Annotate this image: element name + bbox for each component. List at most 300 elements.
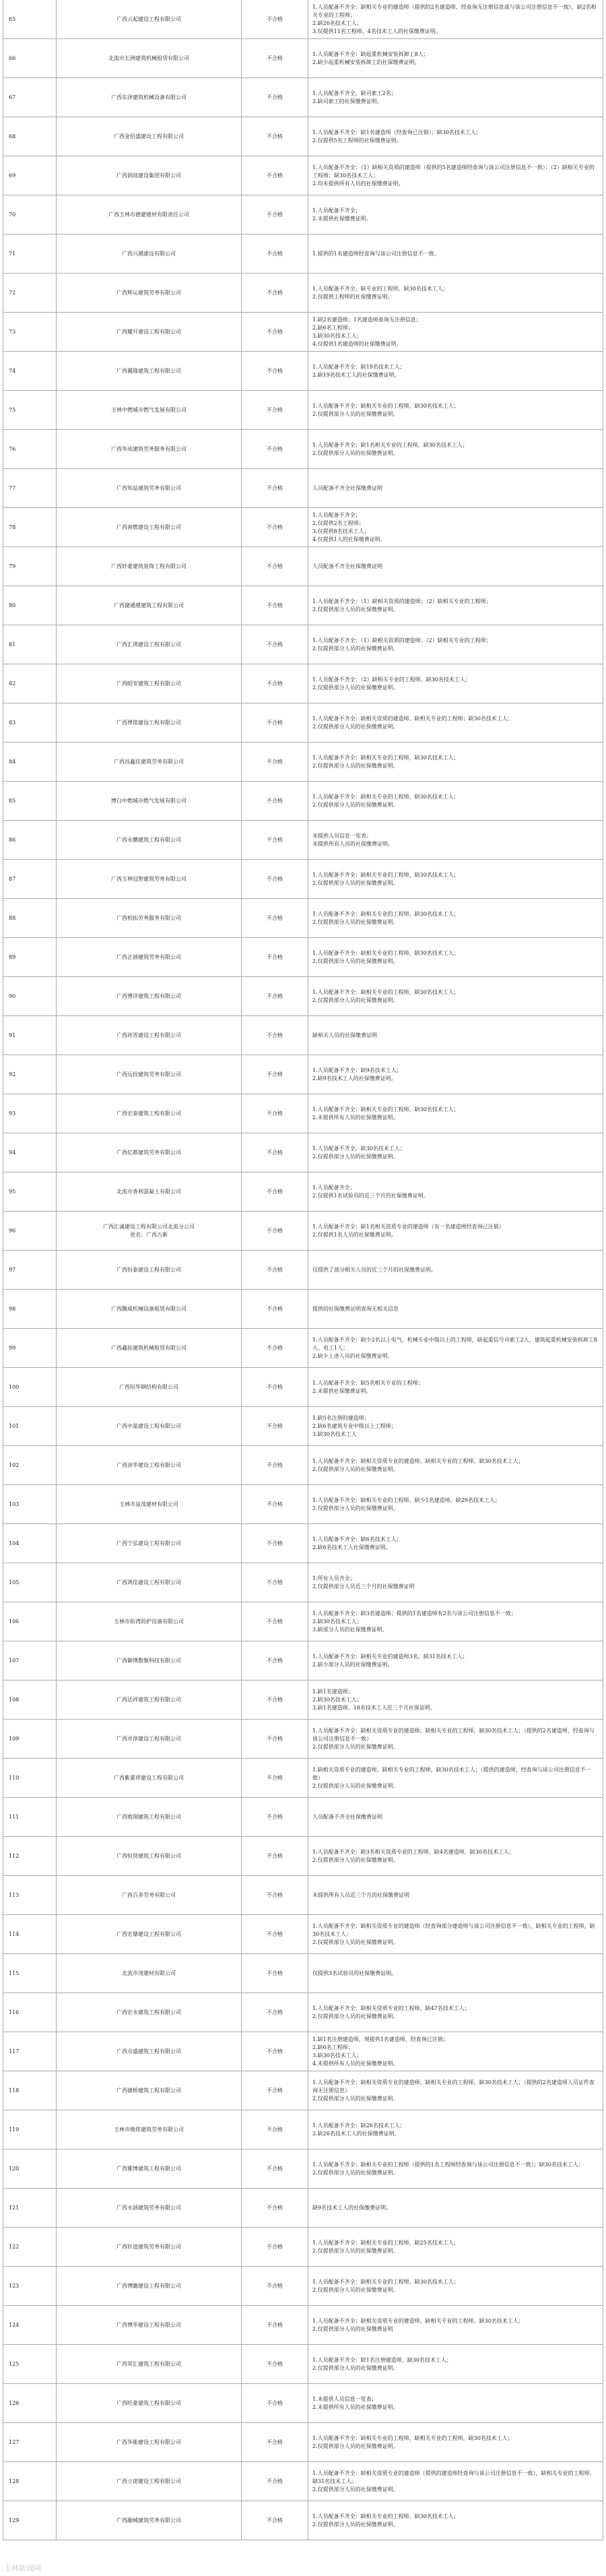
company-name: 广西昌鑫佳建筑劳务有限公司 — [57, 743, 242, 781]
reason-text: 1.人员配备不齐全：缺相关专业的工程师，缺25名技术工人； 2.仅提供部分人员的社保缴费证明。 — [308, 2228, 603, 2266]
row-number: 104 — [3, 1524, 57, 1563]
company-name: 广西立诺建设工程有限公司 — [57, 2462, 242, 2501]
table-row — [3, 234, 603, 274]
row-number: 76 — [3, 430, 57, 468]
company-name: 广西亿都建筑劳务有限公司 — [57, 1133, 242, 1172]
row-number: 92 — [3, 1055, 57, 1094]
result-status: 不合格 — [242, 2110, 308, 2149]
table-row — [3, 2423, 603, 2462]
company-name: 广西捷桥建筑工程有限公司 — [57, 2071, 242, 2110]
result-status: 不合格 — [242, 703, 308, 742]
company-name: 广西恒泰建设工程有限公司 — [57, 1251, 242, 1289]
reason-text: 1.人员配备不齐全：缺相关资质的建造师、缺相关专业的工程师；缺30名技术工人； 2.仅提供部分人员的社保缴费证明。 — [308, 703, 603, 742]
row-number: 117 — [3, 2032, 57, 2071]
company-name: 广西宁弘建设工程有限公司 — [57, 1524, 242, 1563]
company-name: 广西金佰盛建设工程有限公司 — [57, 117, 242, 156]
reason-text: 1.人员配备不齐全：缺相关专业的工程师，缺30名技术工人； 2.仅提供部分人员的社保缴费证明。 — [308, 899, 603, 937]
company-name: 广西恒贤建筑工程有限公司 — [57, 1837, 242, 1875]
table-row — [3, 352, 603, 391]
reason-text: 1.缺1名建造师； 2.缺30名技术工人； 3.缺1名建造师、18名技术工人近三个月社保证明。 — [308, 1680, 603, 1719]
company-name: 广西恒华钢结构有限公司 — [57, 1368, 242, 1406]
reason-text: 1.人员配备不齐全：缺相关专业的建造师（提供的2名建造师，经查询无注册信息或与该公司注册信息不一致），缺2名相关专业的工程师； 2.缺26名技术工人； 3.仅提供11名工程师、4名技术工人的社保缴费证明。 — [308, 0, 603, 38]
row-number: 69 — [3, 156, 57, 195]
result-status: 不合格 — [242, 625, 308, 664]
result-status: 不合格 — [242, 1680, 308, 1719]
reason-text: 1.人员配备不齐全：缺相关专业的工程师，缺相关专业的工程师，缺30名技术工人； 2.仅提供部分人员的社保缴费证明。 — [308, 2423, 603, 2461]
company-name: 广西云起建设工程有限公司 — [57, 0, 242, 38]
table-row — [3, 1133, 603, 1172]
result-status: 不合格 — [242, 1446, 308, 1484]
result-status: 不合格 — [242, 977, 308, 1015]
table-row — [3, 1759, 603, 1798]
result-status: 不合格 — [242, 1915, 308, 1953]
reason-text: 1.人员配备不齐全； 2.仅提供2名工程师； 3.仅提供8名技术工人； 4.仅提供1人的社保缴费证明。 — [308, 508, 603, 546]
table-row — [3, 117, 603, 156]
result-status: 不合格 — [242, 1329, 308, 1367]
result-status: 不合格 — [242, 1798, 308, 1836]
result-status: 不合格 — [242, 1954, 308, 1992]
row-number: 80 — [3, 586, 57, 625]
reason-text: 1.人员配备不齐全：缺相关专业的工程师，缺30名技术工人； 2.仅提供部分人员的社保缴费证明。 — [308, 2501, 603, 2540]
reason-text: 1.未提供人员信息一览表； 2.未提供所有人员的社保缴费证明。 — [308, 2384, 603, 2422]
reason-text: 1.人员配备不齐全：缺相关资质专业的建造师、缺相关专业的工程师，缺30名技术工人；（提供的2名建造师，经查询与该公司注册信息不一致） 2.仅提供部分人员的社保缴费证明。 — [308, 1720, 603, 1758]
row-number: 107 — [3, 1641, 57, 1680]
reason-text: 1.人员配备齐全； 2.仅提供1名试验员的近三个月的社保缴费证明。 — [308, 1172, 603, 1211]
company-name: 北流市茂建材有限公司 — [57, 1954, 242, 1992]
reason-text: 1.人员配备不齐全：缺1名相关资质专业的建造师（有一名建造师经查询已注销） 2.仅提供1名人员的社保缴费证明。 — [308, 1212, 603, 1250]
result-status: 不合格 — [242, 1993, 308, 2032]
table-row — [3, 1720, 603, 1759]
table-row — [3, 1954, 603, 1993]
reason-text: 1.人员配备不齐全：缺相关专业的工程师，缺30名技术工人； 2.仅提供部分人员的社保缴费证明。 — [308, 743, 603, 781]
reason-text: 1.人员配备不齐全：缺1名注册建造师，缺30名技术工人； 2.仅提供部分人员的社保缴费证明。 — [308, 2345, 603, 2383]
company-name: 广西昭安建筑工程有限公司 — [57, 664, 242, 703]
row-number: 124 — [3, 2306, 57, 2344]
reason-text: 1.人员配备不齐全：缺起重机械安装拆卸工8人； 2.缺少起重机械安装拆卸工的社保缴费证明。 — [308, 39, 603, 77]
table-row — [3, 1055, 603, 1094]
company-name: 广西博华建设工程有限公司 — [57, 2306, 242, 2344]
company-name: 广西柏拓劳务服务有限公司 — [57, 899, 242, 937]
result-status: 不合格 — [242, 1563, 308, 1602]
row-number: 90 — [3, 977, 57, 1015]
reason-text: 仅提供了部分相关人员的近三个月的社保缴费证明。 — [308, 1251, 603, 1289]
company-name: 玉林中燃城市燃气发展有限公司 — [57, 391, 242, 429]
row-number: 70 — [3, 195, 57, 234]
row-number: 78 — [3, 508, 57, 546]
table-row — [3, 1876, 603, 1915]
reason-text: 1.缺1名注册建造师，现提供1名建造师，经查询已注销； 2.缺6名工程师； 3.缺30名技术工人； 4.未提供所有人员的社保缴费证明。 — [308, 2032, 603, 2071]
result-status: 不合格 — [242, 743, 308, 781]
table-row — [3, 274, 603, 313]
table-row — [3, 39, 603, 78]
reason-text: 1.人员配备不齐全； 2.未提供社保缴费证明。 — [308, 195, 603, 234]
table-row — [3, 78, 603, 117]
table-row — [3, 1915, 603, 1954]
company-name: 广西玉林市德建建材有限责任公司 — [57, 195, 242, 234]
company-name: 广西宏鼎建设工程有限公司 — [57, 1915, 242, 1953]
result-status: 不合格 — [242, 391, 308, 429]
row-number: 129 — [3, 2501, 57, 2540]
row-number: 122 — [3, 2228, 57, 2266]
reason-text: 1.人员配备不齐全：缺相关资质专业的建造师、缺相关专业的工程师，缺30名技术工人； 2.仅提供部分人员的社保缴费证明 — [308, 2306, 603, 2344]
row-number: 75 — [3, 391, 57, 429]
company-name: 广西鸿佳建设工程有限公司 — [57, 1563, 242, 1602]
row-number: 85 — [3, 782, 57, 820]
result-status: 不合格 — [242, 1720, 308, 1758]
result-status: 不合格 — [242, 1485, 308, 1523]
table-row — [3, 703, 603, 743]
row-number: 67 — [3, 78, 57, 117]
reason-text: 未提供人员信息一览表； 未提供所有人员的社保缴费证明。 — [308, 821, 603, 859]
company-name: 广西汇诚建设工程有限公司北流分公司 更名：广西古新 — [57, 1212, 242, 1250]
row-number: 68 — [3, 117, 57, 156]
reason-text: 1.人员配备不齐全：缺相关资质专业的建造师、缺相关专业的工程师，缺30名技术工人； 2.仅提供部分人员的社保缴费证明。 — [308, 1446, 603, 1484]
company-name: 北流市长洲建筑机械租赁有限公司 — [57, 39, 242, 77]
company-name: 广西玉林冠智建筑劳务有限公司 — [57, 860, 242, 898]
company-name: 广西耀开建设工程有限公司 — [57, 313, 242, 351]
company-name: 广西汇鸿建设工程有限公司 — [57, 625, 242, 664]
row-number: 99 — [3, 1329, 57, 1367]
row-number: 91 — [3, 1016, 57, 1055]
row-number: 102 — [3, 1446, 57, 1484]
row-number: 73 — [3, 313, 57, 351]
table-row — [3, 2345, 603, 2384]
table-row — [3, 1993, 603, 2032]
row-number: 81 — [3, 625, 57, 664]
reason-text: 1.人员配备不齐全：缺相关专业的工程师，缺30名技术工人； 2.仅提供部分人员的社保缴费证明。 — [308, 782, 603, 820]
result-status: 不合格 — [242, 1212, 308, 1250]
row-number: 113 — [3, 1876, 57, 1914]
table-row — [3, 1680, 603, 1720]
row-number: 95 — [3, 1172, 57, 1211]
table-row — [3, 743, 603, 782]
company-name: 广西博铭建设工程有限公司 — [57, 703, 242, 742]
table-row — [3, 664, 603, 703]
table-row — [3, 1407, 603, 1446]
company-name: 广西腾威机械设备租赁有限公司 — [57, 1290, 242, 1328]
row-number: 83 — [3, 703, 57, 742]
table-row — [3, 2032, 603, 2071]
company-name: 广西正涵建筑劳务有限公司 — [57, 938, 242, 976]
reason-text: 1.人员配备不齐全：缺相关专业的建造师3名，缺31名技术工人； 2.缺少部分人员的社保缴费证明。 — [308, 1641, 603, 1680]
row-number: 126 — [3, 2384, 57, 2422]
result-status: 不合格 — [242, 782, 308, 820]
company-name: 广西华成建筑劳务服务有限公司 — [57, 430, 242, 468]
table-row — [3, 0, 603, 39]
table-row — [3, 195, 603, 234]
reason-text: 1.缺5名注册的建造师； 2.缺6名建筑专业中级以上工程师； 3.缺30名技术工人 — [308, 1407, 603, 1445]
reason-text: 1.人员配备不齐全，缺专业的工程师，缺30名技术工人； 2.仅提供工程师的社保缴费证明。 — [308, 274, 603, 312]
row-number: 66 — [3, 39, 57, 77]
table-row — [3, 547, 603, 586]
row-number: 110 — [3, 1759, 57, 1797]
reason-text: 缺相关人员的社保缴费证明 — [308, 1016, 603, 1055]
table-row — [3, 313, 603, 352]
reason-text: 1.缺相关资质专业的建造师，缺相关专业的工程师，缺30名技术工人；（提供的建造师，经查询与该公司注册信息不一致） 2.仅提供部分人员的社保缴费证明。 — [308, 1759, 603, 1797]
company-name: 玉林市益茂建材有限公司 — [57, 1485, 242, 1523]
company-name: 广西辉运建筑劳务有限公司 — [57, 274, 242, 312]
row-number: 118 — [3, 2071, 57, 2110]
row-number: 88 — [3, 899, 57, 937]
result-status: 不合格 — [242, 1055, 308, 1094]
row-number: 119 — [3, 2110, 57, 2149]
result-status: 不合格 — [242, 2071, 308, 2110]
row-number: 101 — [3, 1407, 57, 1445]
result-status: 不合格 — [242, 1016, 308, 1055]
table-row — [3, 2462, 603, 2501]
table-row — [3, 1172, 603, 1212]
company-name: 广西鑫拓建筑机械租赁有限公司 — [57, 1329, 242, 1367]
table-row — [3, 782, 603, 821]
reason-text: 1.人员配备不齐全，缺30名技术工人； 2.仅提供部分人员的社保缴费证明。 — [308, 1133, 603, 1172]
result-status: 不合格 — [242, 2228, 308, 2266]
row-number: 120 — [3, 2149, 57, 2188]
result-status: 不合格 — [242, 117, 308, 156]
reason-text: 人员配备不齐全社保缴费证明 — [308, 469, 603, 507]
row-number: 86 — [3, 821, 57, 859]
reason-text: 1.人员配备不齐全：缺相关资质专业的建造师（经查询部分建造师与该公司注册信息不一致），缺相关专业的工程师，缺30名技术工人； 2.仅提供部分人员的社保缴费证明。 — [308, 1915, 603, 1953]
table-row — [3, 508, 603, 547]
table-row — [3, 2501, 603, 2540]
results-table — [3, 0, 603, 2540]
result-status: 不合格 — [242, 1368, 308, 1406]
result-status: 不合格 — [242, 2345, 308, 2383]
result-status: 不合格 — [242, 860, 308, 898]
result-status: 不合格 — [242, 2306, 308, 2344]
company-name: 广西永鹏建筑工程有限公司 — [57, 821, 242, 859]
reason-text: 1.提供的1名建造师经查询与该公司注册信息不一致。 — [308, 234, 603, 273]
reason-text: 1.缺2名建造师；1名建造师查询无注册信息； 2.缺6名工程师； 3.缺30名技术工人； 4.仅提供1名建造师的社保缴费证明。 — [308, 313, 603, 351]
reason-text: 1.人员配备不齐全：缺相关资质专业的建造师（提供的建造师经查询与该公司注册信息不一致），缺相关专业的工程师，缺31名技术工人； 2.仅提供部分人员的社保缴费证明。 — [308, 2462, 603, 2501]
reason-text: 人员配备不齐全社保缴费证明 — [308, 1798, 603, 1836]
table-row — [3, 1837, 603, 1876]
result-status: 不合格 — [242, 1172, 308, 1211]
reason-text: 缺9名技术工人的社保缴费证明。 — [308, 2189, 603, 2227]
result-status: 不合格 — [242, 2462, 308, 2501]
table-row — [3, 1524, 603, 1563]
table-row — [3, 938, 603, 977]
table-row — [3, 2228, 603, 2267]
reason-text: 1.人员配备不齐全：（2）缺相关专业的工程师，缺30名技术工人； 2.仅提供部分人员的社保缴费证明。 — [308, 664, 603, 703]
reason-text: 1.人员配备不齐全：缺相关专业的工程师（提供的1名工程师经查询与该公司注册信息不一致）；缺30名技术工人； 2.仅提供部分人员的社保缴费证明。 — [308, 2149, 603, 2188]
row-number: 108 — [3, 1680, 57, 1719]
company-name: 广西旺豪建筑工程有限公司 — [57, 2384, 242, 2422]
table-row — [3, 1290, 603, 1329]
table-row — [3, 2149, 603, 2189]
company-name: 广西雅博建筑工程有限公司 — [57, 2149, 242, 2188]
row-number: 103 — [3, 1485, 57, 1523]
reason-text: 1.人员配备不齐全：缺1名相关专业的工程师，缺30名技术工人； 2.仅提供部分人员的社保缴费证明。 — [308, 430, 603, 468]
table-row — [3, 1602, 603, 1641]
table-row — [3, 2267, 603, 2306]
table-row — [3, 1641, 603, 1680]
result-status: 不合格 — [242, 1290, 308, 1328]
row-number: 100 — [3, 1368, 57, 1406]
row-number: 97 — [3, 1251, 57, 1289]
table-row — [3, 2189, 603, 2228]
table-row — [3, 1212, 603, 1251]
result-status: 不合格 — [242, 1251, 308, 1289]
table-row — [3, 1563, 603, 1602]
result-status: 不合格 — [242, 274, 308, 312]
result-status: 不合格 — [242, 938, 308, 976]
table-row — [3, 1094, 603, 1133]
result-status: 不合格 — [242, 234, 308, 273]
company-name: 广西润琼建设集团有限公司 — [57, 156, 242, 195]
company-name: 广西达祥建筑工程有限公司 — [57, 1680, 242, 1719]
table-row — [3, 2071, 603, 2110]
result-status: 不合格 — [242, 156, 308, 195]
row-number: 115 — [3, 1954, 57, 1992]
row-number: 116 — [3, 1993, 57, 2032]
company-name: 广西华能建设工程有限公司 — [57, 2423, 242, 2461]
result-status: 不合格 — [242, 195, 308, 234]
row-number: 114 — [3, 1915, 57, 1953]
row-number: 98 — [3, 1290, 57, 1328]
result-status: 不合格 — [242, 664, 308, 703]
result-status: 不合格 — [242, 1094, 308, 1133]
reason-text: 人员配备不齐全社保缴费证明 — [308, 547, 603, 586]
table-row — [3, 1446, 603, 1485]
reason-text: 未提供所有人员近三个月的社保缴费证明 — [308, 1876, 603, 1914]
table-row — [3, 430, 603, 469]
row-number: 109 — [3, 1720, 57, 1758]
result-status: 不合格 — [242, 39, 308, 77]
row-number: 96 — [3, 1212, 57, 1250]
reason-text: 1.人员配备不齐全：缺相关专业的工程师，缺30名技术工人； 2.仅提供部分人员的社保缴费证明。 — [308, 391, 603, 429]
reason-text: 1.人员配备不齐全：缺相关资质专业的工程师，缺47名技术工人； 2.仅提供部分人员的社保缴费证明。 — [308, 1993, 603, 2032]
result-status: 不合格 — [242, 547, 308, 586]
company-name: 广西远投建筑劳务有限公司 — [57, 1055, 242, 1094]
reason-text: 1.人员配备不齐全：缺相关专业的工程师，缺30名技术工人； 2.仅提供部分人员的社保缴费证明。 — [308, 2267, 603, 2305]
result-status: 不合格 — [242, 2149, 308, 2188]
reason-text: 1.人员配备不齐全：缺少2名以上电气、机械专业中级以上的工程师，缺起重信号司索工2人、建筑起重机械安装拆卸工8人、电工1人； 2.缺少上述人员的社保缴费证明。 — [308, 1329, 603, 1367]
company-name: 广西翼隆建筑工程有限公司 — [57, 352, 242, 390]
company-name: 广西御璞数聚科技有限公司 — [57, 1641, 242, 1680]
company-name: 广西轩豪建筑装饰工程有限公司 — [57, 547, 242, 586]
company-name: 广西兴越建设有限公司 — [57, 234, 242, 273]
row-number: 65 — [3, 0, 57, 38]
row-number: 93 — [3, 1094, 57, 1133]
reason-text: 1.人员配备不齐全：缺3名相关资质专业的工程师，缺4名建造师，缺30名技术工人； 2.仅提供部分人员的社保缴费证明。 — [308, 1837, 603, 1875]
result-status: 不合格 — [242, 2384, 308, 2422]
table-row — [3, 1368, 603, 1407]
company-name: 广西永涵建筑劳务有限公司 — [57, 2189, 242, 2227]
reason-text: 1.人员配备不齐全：（1）缺相关资质的建造师（提供的5名建造师经查询与该公司注册信息不一致）；（2）缺相关专业的工程师；缺30名技术工人； 2.均未提供所有人员的社保缴费证明。 — [308, 156, 603, 195]
reason-text: 1.人员配备不齐全：（1）缺相关资质的建造师；（2）缺相关专业的工程师； 2.仅提供部分人员的社保缴费证明。 — [308, 586, 603, 625]
result-status: 不合格 — [242, 2032, 308, 2071]
result-status: 不合格 — [242, 469, 308, 507]
result-status: 不合格 — [242, 2189, 308, 2227]
company-name: 广西致翔建筑工程有限公司 — [57, 1798, 242, 1836]
table-row — [3, 156, 603, 195]
company-name: 广西百多劳务有限公司 — [57, 1876, 242, 1914]
row-number: 106 — [3, 1602, 57, 1641]
result-status: 不合格 — [242, 2423, 308, 2461]
reason-text: 1.人员配备不齐全：缺相关专业的工程师，缺少1名建造师，缺29名技术工人； 2.仅提供部分人员的社保缴费证明。 — [308, 1485, 603, 1523]
table-row — [3, 899, 603, 938]
result-status: 不合格 — [242, 899, 308, 937]
reason-text: 1.人员配备不齐全：缺相关专业的工程师，缺30名技术工人； 2.仅提供部分人员的社保缴费证明。 — [308, 860, 603, 898]
result-status: 不合格 — [242, 1407, 308, 1445]
table-row — [3, 625, 603, 664]
company-name: 广西荣汇建筑工程有限公司 — [57, 2345, 242, 2383]
row-number: 72 — [3, 274, 57, 312]
row-number: 82 — [3, 664, 57, 703]
company-name: 广西沛华建设工程有限公司 — [57, 1446, 242, 1484]
company-name: 广西东泽建筑机械设备有限公司 — [57, 78, 242, 117]
row-number: 77 — [3, 469, 57, 507]
result-status: 不合格 — [242, 1876, 308, 1914]
table-row — [3, 2306, 603, 2345]
company-name: 广西众盛建筑工程有限公司 — [57, 2032, 242, 2071]
company-name: 广西捷通越建筑工程有限公司 — [57, 586, 242, 625]
reason-text: 1.所有人员齐全； 2.仅提供部分人员近三个月的社保缴费证明 — [308, 1563, 603, 1602]
result-status: 不合格 — [242, 1837, 308, 1875]
reason-text: 仅提供3名试验员的社保缴费证明。 — [308, 1954, 603, 1992]
row-number: 112 — [3, 1837, 57, 1875]
reason-text: 1.人员配备不齐全：缺3名建造师；提供的1名建造师有2名与该公司注册信息不一致； 2.缺30名技术工人； 3.缺部分人员的社保缴费证明。 — [308, 1602, 603, 1641]
reason-text: 1.人员配备不齐全：缺1名建造师（经查询已注销）；缺30名技术工人； 2.仅提供5名工程师的社保缴费证明。 — [308, 117, 603, 156]
table-row — [3, 1016, 603, 1055]
reason-text: 1.人员配备不齐全：缺9名技术工人； 2.缺9名技术工人的社保缴费证明。 — [308, 1055, 603, 1094]
reason-text: 1.人员配备不齐全：（1）缺相关资质的建造师；（2）缺相关专业的工程师； 2.仅提供部分人员的社保缴费证明。 — [308, 625, 603, 664]
row-number: 79 — [3, 547, 57, 586]
result-status: 不合格 — [242, 313, 308, 351]
company-name: 广西博洋建筑工程有限公司 — [57, 977, 242, 1015]
company-name: 广西中盈建设工程有限公司 — [57, 1407, 242, 1445]
row-number: 123 — [3, 2267, 57, 2305]
result-status: 不合格 — [242, 2501, 308, 2540]
result-status: 不合格 — [242, 586, 308, 625]
company-name: 广西祥晋建设工程有限公司 — [57, 1016, 242, 1055]
result-status: 不合格 — [242, 1759, 308, 1797]
table-row — [3, 2384, 603, 2423]
reason-text: 1.人员配备不齐全：缺5名相关专业的工程师； 2.未提供社保缴费证明。 — [308, 1368, 603, 1406]
company-name: 广西南燃建设工程有限公司 — [57, 508, 242, 546]
company-name: 广西博瞻建设工程有限公司 — [57, 2267, 242, 2305]
result-status: 不合格 — [242, 2267, 308, 2305]
company-name: 广西紫嘉祥建设工程有限公司 — [57, 1759, 242, 1797]
watermark-logo: 玉林新闻网 — [4, 2564, 41, 2573]
company-name: 广西卓淳建设工程有限公司 — [57, 1720, 242, 1758]
row-number: 111 — [3, 1798, 57, 1836]
result-status: 不合格 — [242, 821, 308, 859]
table-row — [3, 1329, 603, 1368]
company-name: 博白中燃城市燃气发展有限公司 — [57, 782, 242, 820]
reason-text: 1.人员配备不齐全：缺19名技术工人； 2.缺19名技术工人的社保缴费证明。 — [308, 352, 603, 390]
reason-text: 1.人员配备不齐全：缺相关资质专业的建造师、缺相关专业的工程师，缺30名技术工人；（提供的2名建造师人员证件查询无注册信息） 2.仅提供部分人员的社保缴费证明。 — [308, 2071, 603, 2110]
company-name: 广西宏永建筑工程有限公司 — [57, 1993, 242, 2032]
reason-text: 1.人员配备不齐全：缺相关专业的工程师，缺30名技术工人； 2.仅提供部分人员的社保缴费证明。 — [308, 977, 603, 1015]
row-number: 71 — [3, 234, 57, 273]
table-row — [3, 1485, 603, 1524]
result-status: 不合格 — [242, 1524, 308, 1563]
result-status: 不合格 — [242, 1133, 308, 1172]
row-number: 105 — [3, 1563, 57, 1602]
result-status: 不合格 — [242, 352, 308, 390]
company-name: 广西融城建筑劳务有限公司 — [57, 2501, 242, 2540]
result-status: 不合格 — [242, 430, 308, 468]
row-number: 121 — [3, 2189, 57, 2227]
row-number: 125 — [3, 2345, 57, 2383]
row-number: 128 — [3, 2462, 57, 2501]
company-name: 玉林市焕铭建筑劳务有限公司 — [57, 2110, 242, 2149]
company-name: 玉林市佑湾防护设备有限公司 — [57, 1602, 242, 1641]
table-row — [3, 821, 603, 860]
reason-text: 1.人员配备不齐全：缺26名技术工人； 2.缺26名技术工人的社保缴费证明。 — [308, 2110, 603, 2149]
table-row — [3, 469, 603, 508]
